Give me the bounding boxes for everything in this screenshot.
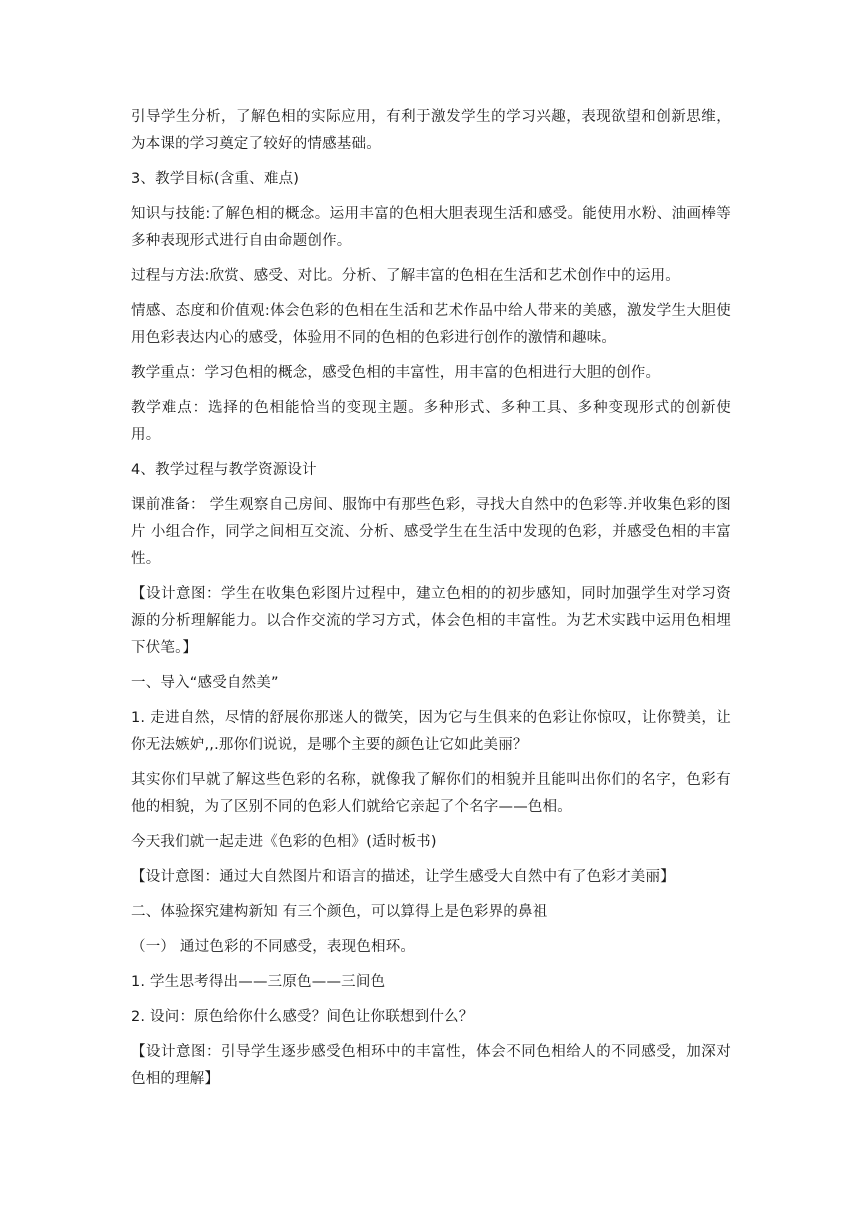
hue-name-paragraph: 其实你们早就了解这些色彩的名称，就像我了解你们的相貌并且能叫出你们的名字，色彩有他的相貌，为了区别不同的色彩人们就给它亲起了个名字——色相。: [131, 772, 731, 815]
list-item-1: 1. 学生思考得出——三原色——三间色: [131, 974, 386, 990]
design-intent-paragraph-3: 【设计意图：引导学生逐步感受色相环中的丰富性，体会不同色相给人的不同感受，加深对色相的理解】: [131, 1044, 731, 1087]
emotion-values-paragraph: 情感、态度和价值观:体会色彩的色相在生活和艺术作品中给人带来的美感，激发学生大胆使用色彩表达内心的感受，体验用不同的色相的色彩进行创作的激情和趣味。: [131, 303, 731, 346]
today-paragraph: 今天我们就一起走进《色彩的色相》(适时板书): [131, 834, 437, 850]
section-heading-intro: 一、导入“感受自然美”: [131, 675, 279, 691]
document-page: [131, 104, 731, 1101]
design-intent-paragraph-2: 【设计意图：通过大自然图片和语言的描述，让学生感受大自然中有了色彩才美丽】: [131, 869, 675, 885]
difficulty-paragraph: 教学难点：选择的色相能恰当的变现主题。多种形式、多种工具、多种变现形式的创新使用。: [131, 400, 731, 443]
section-heading-process: 4、教学过程与教学资源设计: [131, 462, 317, 478]
section-heading-objectives: 3、教学目标(含重、难点): [131, 171, 300, 187]
section-heading-explore: 二、体验探究建构新知 有三个颜色，可以算得上是色彩界的鼻祖: [131, 904, 548, 920]
intro-paragraph: 引导学生分析，了解色相的实际应用，有利于激发学生的学习兴趣，表现欲望和创新思维，为本课的学习奠定了较好的情感基础。: [131, 109, 731, 152]
subsection-heading-color-wheel: （一） 通过色彩的不同感受，表现色相环。: [131, 939, 416, 955]
nature-paragraph: 1. 走进自然，尽情的舒展你那迷人的微笑，因为它与生俱来的色彩让你惊叹，让你赞美，让你无法嫉妒,,.那你们说说，是哪个主要的颜色让它如此美丽？: [131, 710, 731, 753]
process-method-paragraph: 过程与方法:欣赏、感受、对比。分析、了解丰富的色相在生活和艺术创作中的运用。: [131, 268, 680, 284]
design-intent-paragraph-1: 【设计意图：学生在收集色彩图片过程中，建立色相的的初步感知，同时加强学生对学习资源的分析理解能力。以合作交流的学习方式，体会色相的丰富性。为艺术实践中运用色相埋下伏笔。】: [131, 586, 731, 656]
knowledge-skills-paragraph: 知识与技能:了解色相的概念。运用丰富的色相大胆表现生活和感受。能使用水粉、油画棒等多种表现形式进行自由命题创作。: [131, 206, 731, 249]
preparation-paragraph: 课前准备： 学生观察自己房间、服饰中有那些色彩，寻找大自然中的色彩等.并收集色彩的图片 小组合作，同学之间相互交流、分析、感受学生在生活中发现的色彩，并感受色相的丰富性。: [131, 497, 731, 567]
key-point-paragraph: 教学重点：学习色相的概念，感受色相的丰富性，用丰富的色相进行大胆的创作。: [131, 365, 661, 381]
list-item-2: 2. 设问：原色给你什么感受？间色让你联想到什么？: [131, 1009, 474, 1025]
